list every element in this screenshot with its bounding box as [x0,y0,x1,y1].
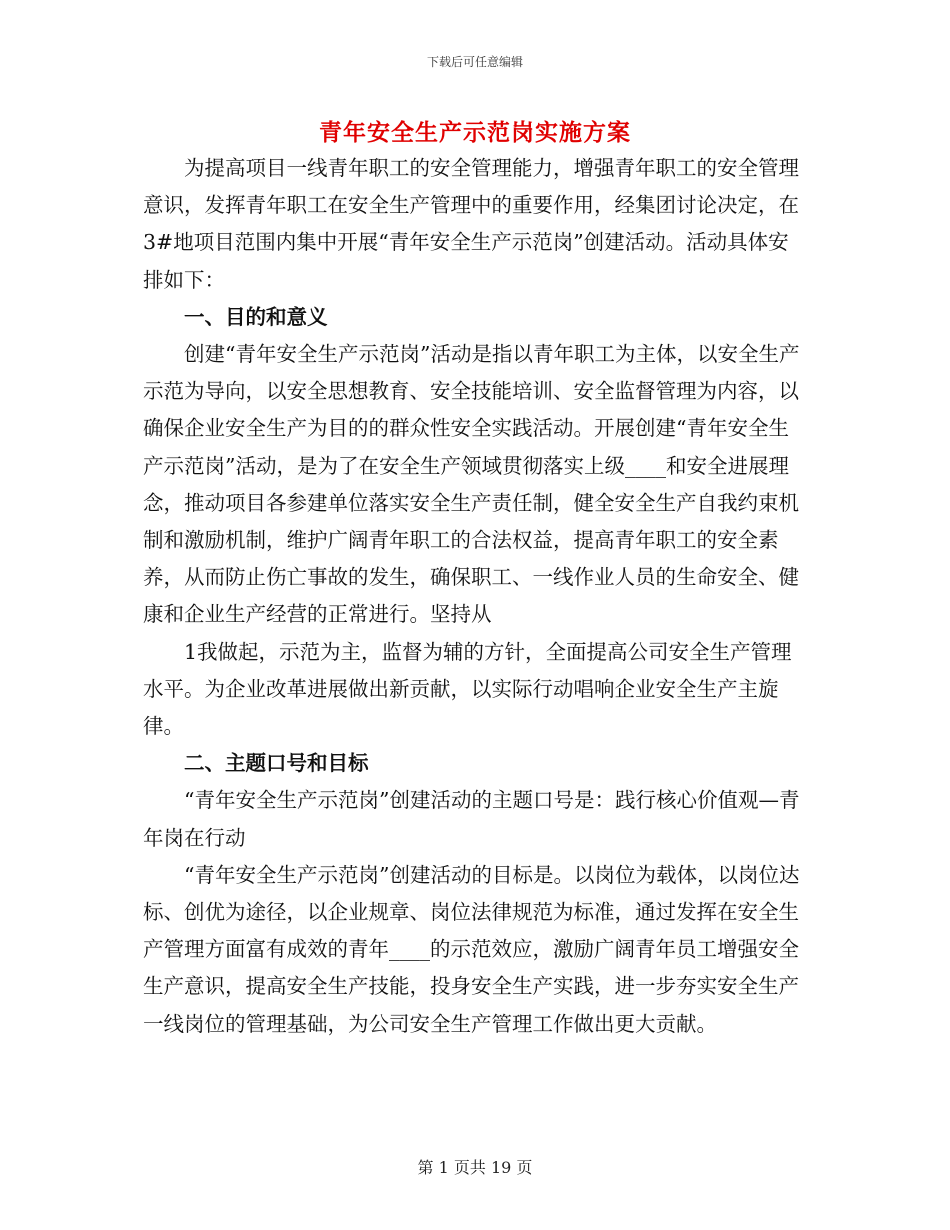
page-footer: 第 1 页共 19 页 [417,1158,533,1177]
paragraph-slogan: “青年安全生产示范岗”创建活动的主题口号是：践行核心价值观—青年岗在行动 [143,788,800,850]
page-header: 下载后可任意编辑 [426,55,523,69]
paragraph-purpose-cont: 1我做起，示范为主，监督为辅的方针，全面提高公司安全生产管理水平。为企业改革进展做出新贡献，以实际行动唱响企业安全生产主旋律。 [143,639,792,739]
section-heading-2: 二、主题口号和目标 [184,751,369,776]
paragraph-goal: “青年安全生产示范岗”创建活动的目标是。以岗位为载体，以岗位达标、创优为途径，以企业规章、岗位法律规范为标准，通过发挥在安全生产管理方面富有成效的青年____的示范效应，激励广阔青年员工增强安全生产意识，提高安全生产技能，投身安全生产实践，进一步夯实安全生产一线岗位的管理基础，为公司安全生产管理工作做出更大贡献。 [143,862,800,1036]
document-title: 青年安全生产示范岗实施方案 [319,119,631,146]
intro-paragraph: 为提高项目一线青年职工的安全管理能力，增强青年职工的安全管理意识，发挥青年职工在安全生产管理中的重要作用，经集团讨论决定，在3#地项目范围内集中开展“青年安全生产示范岗”创建活动。活动具体安排如下： [143,156,799,292]
paragraph-purpose: 创建“青年安全生产示范岗”活动是指以青年职工为主体，以安全生产示范为导向，以安全思想教育、安全技能培训、安全监督管理为内容，以确保企业安全生产为目的的群众性安全实践活动。开展创建“青年安全生产示范岗”活动，是为了在安全生产领域贯彻落实上级____和安全进展理念，推动项目各参建单位落实安全生产责任制，健全安全生产自我约束机制和激励机制，维护广阔青年职工的合法权益，提高青年职工的安全素养，从而防止伤亡事故的发生，确保职工、一线作业人员的生命安全、健康和企业生产经营的正常进行。坚持从 [143,342,800,627]
section-heading-1: 一、目的和意义 [184,304,328,329]
document-body [143,150,809,1043]
